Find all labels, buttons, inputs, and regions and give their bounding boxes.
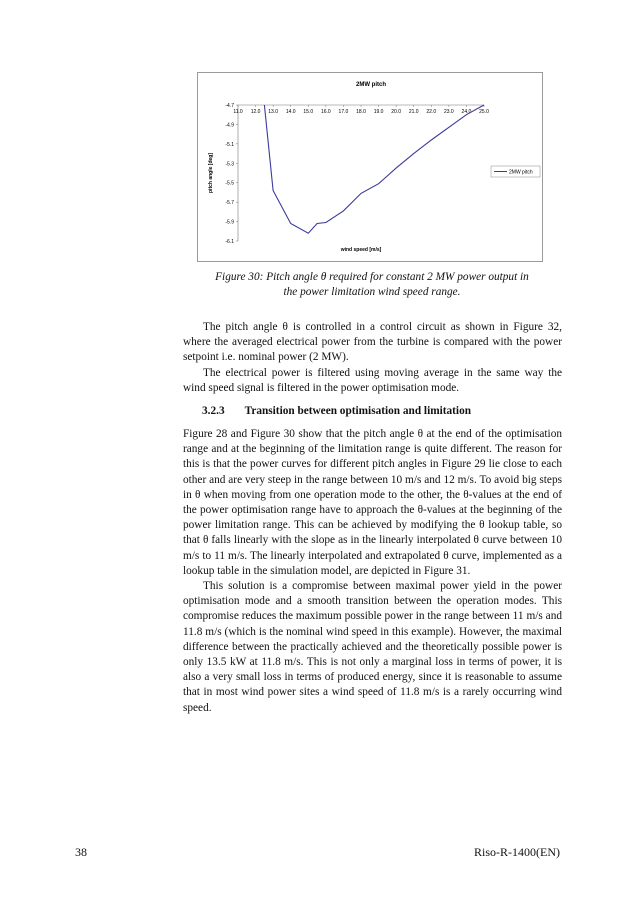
x-tick-label: 14.0 (285, 109, 296, 115)
x-tick-label: 17.0 (338, 109, 349, 115)
y-tick-label: -4.9 (225, 122, 234, 129)
pitch-chart (197, 72, 543, 262)
chart-title: 2MW pitch (356, 82, 386, 88)
y-tick-label: -5.1 (225, 141, 234, 148)
x-tick-label: 12.0 (250, 109, 261, 115)
y-tick-label: -4.7 (225, 103, 234, 109)
section-number: 3.2.3 (202, 405, 225, 417)
section-title: Transition between optimisation and limitation (244, 405, 471, 417)
paragraph-power-filter: The electrical power is filtered using moving average in the same way the wind speed signal is filtered in the power optimisation mode. (183, 367, 562, 395)
caption-line-2: the power limitation wind speed range. (283, 286, 461, 298)
y-tick-label: -5.9 (225, 219, 234, 226)
y-tick-label: -5.3 (225, 161, 234, 168)
x-tick-label: 18.0 (356, 109, 366, 115)
x-tick-label: 23.0 (443, 109, 454, 115)
paragraph-pitch-control: The pitch angle θ is controlled in a control circuit as shown in Figure 32, where the averaged electrical power from the turbine is compared with the power setpoint i.e. nominal power (2 MW). (183, 321, 562, 364)
x-tick-label: 11.0 (233, 109, 243, 115)
figure-caption (178, 270, 566, 300)
x-tick-label: 24.0 (461, 109, 472, 115)
y-axis-label: pitch angle [deg] (208, 153, 214, 193)
y-tick-label: -5.7 (225, 200, 234, 207)
x-tick-label: 25.0 (479, 109, 489, 115)
x-tick-label: 20.0 (391, 109, 402, 115)
chart-canvas (198, 73, 544, 263)
series-line-2mw-pitch (264, 105, 484, 233)
x-tick-label: 19.0 (373, 109, 384, 115)
y-tick-label: -5.5 (225, 180, 234, 187)
legend-label: 2MW pitch (509, 169, 533, 176)
x-axis-label: wind speed [m/s] (340, 247, 382, 253)
report-id: Riso-R-1400(EN) (474, 845, 560, 859)
caption-line-1: Figure 30: Pitch angle θ required for constant 2 MW power output in (215, 271, 529, 283)
section-heading (202, 405, 471, 417)
x-tick-label: 16.0 (320, 109, 331, 115)
x-tick-label: 21.0 (408, 109, 419, 115)
page-number: 38 (75, 845, 87, 859)
paragraph-compromise: This solution is a compromise between maximal power yield in the power optimisation mode and a smooth transition between the operation modes. This compromise reduces the maximum possible power in the range between 11 m/s and 11.8 m/s (which is the nominal wind speed in this example). However, the maximal difference between the practically achieved and the theoretically possible power is only 13.5 kW at 11.8 m/s. This is not only a marginal loss in terms of power, it is also a very small loss in terms of produced energy, since it is reasonable to assume that in most wind power sites a wind speed of 11.8 m/s is a rarely occurring wind speed. (183, 580, 562, 714)
x-tick-label: 22.0 (426, 109, 437, 115)
y-tick-label: -6.1 (225, 239, 234, 245)
paragraph-transition: Figure 28 and Figure 30 show that the pitch angle θ at the end of the optimisation range and at the beginning of the limitation range is quite different. The reason for this is that the power curves for different pitch angles in Figure 29 lie close to each other and are very steep in the range between 10 m/s and 12 m/s. To avoid big steps in θ when moving from one operation mode to the other, the θ-values at the end of the power optimisation range have to approach the θ-values at the beginning of the power limitation range. This can be achieved by modifying the θ lookup table, so that θ falls linearly with the slope as in the linearly interpolated θ curve between 10 m/s to 11 m/s. The linearly interpolated and extrapolated θ curve, implemented as a lookup table in the simulation model, are depicted in Figure 31. (183, 428, 562, 577)
x-tick-label: 15.0 (303, 109, 314, 115)
x-tick-label: 13.0 (268, 109, 279, 115)
